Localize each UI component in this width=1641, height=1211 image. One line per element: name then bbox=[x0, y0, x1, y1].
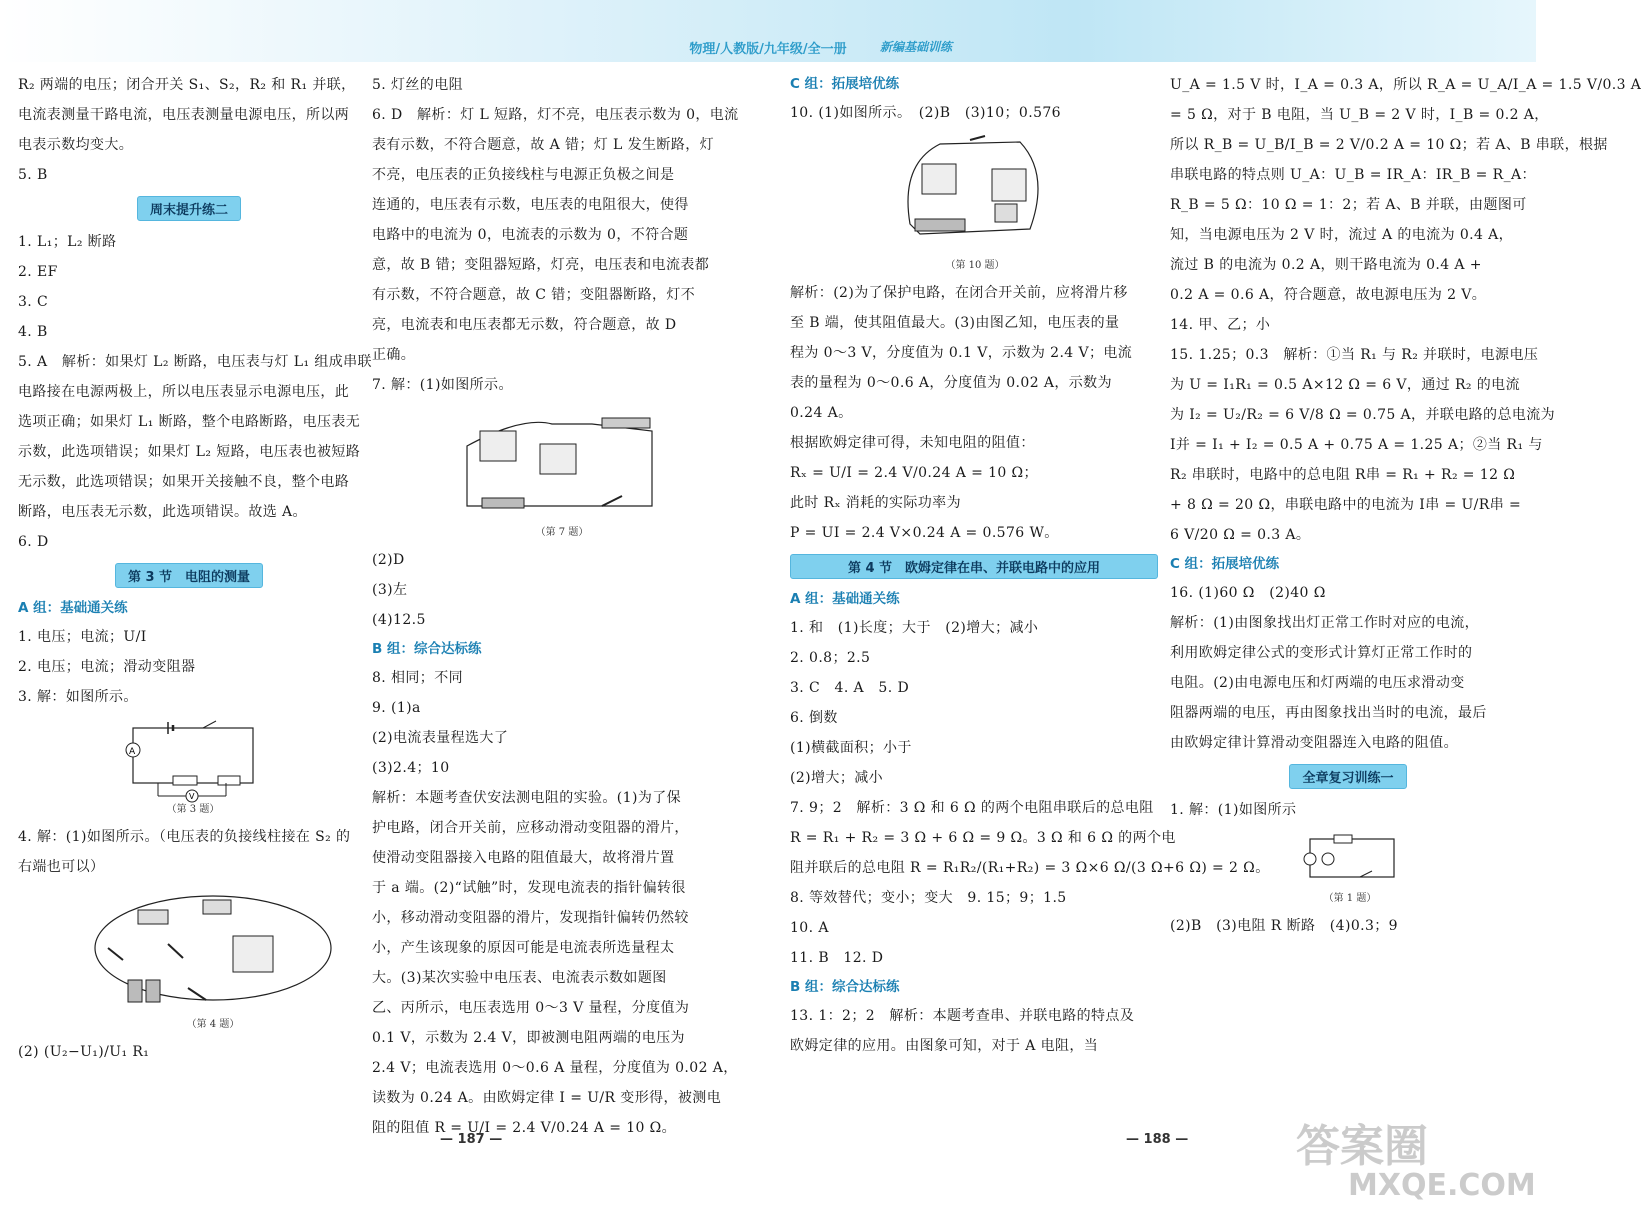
text-line: 选项正确；如果灯 L₁ 断路，整个电路断路，电压表无 bbox=[18, 414, 361, 430]
circuit-diagram bbox=[18, 718, 360, 818]
group-label: B 组：综合达标练 bbox=[790, 979, 900, 995]
text-line: 2.4 V；电流表选用 0～0.6 A 量程，分度值为 0.02 A， bbox=[372, 1060, 738, 1076]
section-header: 全章复习训练一 bbox=[1289, 764, 1406, 789]
text-line: 为 U = I₁R₁ = 0.5 A×12 Ω = 6 V，通过 R₂ 的电流 bbox=[1170, 377, 1520, 393]
figure-caption: （第 3 题） bbox=[166, 804, 220, 815]
text-line: 断路，电压表无示数，此选项错误。故选 A。 bbox=[18, 504, 307, 520]
text-line: 串联电路的特点则 U_A：U_B = IR_A：IR_B = R_A： bbox=[1170, 167, 1536, 183]
text-line: 阻的阻值 R = U/I = 2.4 V/0.24 A = 10 Ω。 bbox=[372, 1120, 677, 1136]
text-line: I并 = I₁ + I₂ = 0.5 A + 0.75 A = 1.25 A；②当 R₁ 与 bbox=[1170, 437, 1543, 453]
text-block bbox=[1170, 911, 1526, 941]
group-label: A 组：基础通关练 bbox=[790, 591, 900, 607]
figure-caption: （第 1 题） bbox=[1323, 893, 1377, 904]
text-line: 1. 和 (1)长度；大于 (2)增大；减小 bbox=[790, 620, 1039, 636]
text-line: 意，故 B 错；变阻器短路，灯亮，电压表和电流表都 bbox=[372, 257, 710, 273]
text-line: 护电路，闭合开关前，应移动滑动变阻器的滑片， bbox=[372, 820, 689, 836]
text-line: 程为 0～3 V，分度值为 0.1 V，示数为 2.4 V；电流 bbox=[790, 345, 1133, 361]
text-line: 知，当电源电压为 2 V 时，流过 A 的电流为 0.4 A， bbox=[1170, 227, 1514, 243]
text-line: 6. D 解析：灯 L 短路，灯不亮，电压表示数为 0，电流 bbox=[372, 107, 739, 123]
text-line: 示数，此选项错误；如果灯 L₂ 短路，电压表也被短路 bbox=[18, 444, 361, 460]
answer-line: 10. (1)如图所示。 (2)B (3)10；0.576 bbox=[790, 105, 1061, 121]
text-line: 1. L₁；L₂ 断路 bbox=[18, 234, 117, 250]
text-block bbox=[790, 1001, 1158, 1061]
text-line: R₂ 两端的电压；闭合开关 S₁、S₂，R₂ 和 R₁ 并联， bbox=[18, 77, 356, 93]
text-line: 根据欧姆定律可得，未知电阻的阻值： bbox=[790, 435, 1035, 451]
text-block bbox=[372, 545, 740, 635]
text-line: 电阻。(2)由电源电压和灯两端的电压求滑动变 bbox=[1170, 675, 1465, 691]
text-line: 0.2 A = 0.6 A，符合题意，故电源电压为 2 V。 bbox=[1170, 287, 1487, 303]
text-line: 3. C bbox=[18, 294, 49, 310]
text-line: P = UI = 2.4 V×0.24 A = 0.576 W。 bbox=[790, 525, 1059, 541]
text-line: 亮，电流表和电压表都无示数，符合题意，故 D bbox=[372, 317, 677, 333]
text-line: 2. EF bbox=[18, 264, 58, 280]
text-line: (2)D bbox=[372, 552, 405, 568]
page-number-right: — 188 — bbox=[1126, 1132, 1189, 1147]
group-label: B 组：综合达标练 bbox=[372, 641, 482, 657]
text-line: 6. 倒数 bbox=[790, 710, 838, 726]
text-line: 使滑动变阻器接入电路的阻值最大，故将滑片置 bbox=[372, 850, 675, 866]
text-line: 5. B bbox=[18, 167, 48, 183]
circuit-diagram bbox=[372, 406, 740, 541]
text-line: 0.1 V，示数为 2.4 V，即被测电阻两端的电压为 bbox=[372, 1030, 685, 1046]
text-block bbox=[1170, 795, 1526, 825]
text-line: 表有示数，不符合题意，故 A 错；灯 L 发生断路，灯 bbox=[372, 137, 715, 153]
text-block bbox=[372, 70, 740, 400]
text-line: 小，移动滑动变阻器的滑片，发现指针偏转仍然较 bbox=[372, 910, 689, 926]
text-line: 13. 1：2；2 解析：本题考查串、并联电路的特点及 bbox=[790, 1008, 1135, 1024]
figure-caption: （第 4 题） bbox=[186, 1019, 240, 1030]
text-line: 电路中的电流为 0，电流表的示数为 0，不符合题 bbox=[372, 227, 689, 243]
text-line: 流过 B 的电流为 0.2 A，则干路电流为 0.4 A + bbox=[1170, 257, 1482, 273]
text-line: U_A = 1.5 V 时，I_A = 0.3 A，所以 R_A = U_A/I_A = 1.5 V/0.3 A bbox=[1170, 77, 1641, 93]
circuit-diagram bbox=[790, 134, 1158, 274]
watermark-url: MXQE.COM bbox=[1348, 1168, 1536, 1203]
text-line: (2)电流表量程选大了 bbox=[372, 730, 509, 746]
text-line: 解析：(1)由图象找出灯正常工作时对应的电流， bbox=[1170, 615, 1480, 631]
text-line: 解析：本题考查伏安法测电阻的实验。(1)为了保 bbox=[372, 790, 682, 806]
text-line: 利用欧姆定律公式的变形式计算灯正常工作时的 bbox=[1170, 645, 1473, 661]
text-line: 阻器两端的电压，再由图象找出当时的电流，最后 bbox=[1170, 705, 1487, 721]
text-line: 电流表测量干路电流，电压表测量电源电压，所以两 bbox=[18, 107, 350, 123]
svg-text:V: V bbox=[189, 792, 195, 801]
text-line: 乙、丙所示，电压表选用 0～3 V 量程，分度值为 bbox=[372, 1000, 690, 1016]
text-line: 6 V/20 Ω = 0.3 A。 bbox=[1170, 527, 1311, 543]
column-1 bbox=[18, 70, 372, 1067]
text-line: 7. 解：(1)如图所示。 bbox=[372, 377, 513, 393]
text-block bbox=[790, 278, 1158, 548]
text-line: 16. (1)60 Ω (2)40 Ω bbox=[1170, 585, 1326, 601]
figure-caption: （第 7 题） bbox=[535, 527, 589, 538]
text-line: 不亮，电压表的正负接线柱与电源正负极之间是 bbox=[372, 167, 675, 183]
text-line: 右端也可以） bbox=[18, 859, 105, 875]
group-label: C 组：拓展培优练 bbox=[790, 76, 900, 92]
text-line: 14. 甲、乙；小 bbox=[1170, 317, 1271, 333]
text-line: 表的量程为 0～0.6 A，分度值为 0.02 A，示数为 bbox=[790, 375, 1112, 391]
text-line: 1. 电压；电流；U/I bbox=[18, 629, 147, 645]
text-line: 9. (1)a bbox=[372, 700, 421, 716]
text-line: 电路接在电源两极上，所以电压表显示电源电压，此 bbox=[18, 384, 350, 400]
text-line: 由欧姆定律计算滑动变阻器连入电路的阻值。 bbox=[1170, 735, 1458, 751]
text-block bbox=[18, 622, 360, 712]
text-line: (3)左 bbox=[372, 582, 408, 598]
text-line: 解析：(2)为了保护电路，在闭合开关前，应将滑片移 bbox=[790, 285, 1128, 301]
text-line: 为 I₂ = U₂/R₂ = 6 V/8 Ω = 0.75 A，并联电路的总电流为 bbox=[1170, 407, 1556, 423]
text-line: 于 a 端。(2)“试触”时，发现电流表的指针偏转很 bbox=[372, 880, 686, 896]
text-line: 2. 0.8；2.5 bbox=[790, 650, 871, 666]
watermark-logo: 答案圈 bbox=[1296, 1121, 1428, 1172]
text-line: 读数为 0.24 A。由欧姆定律 I = U/R 变形得，被测电 bbox=[372, 1090, 722, 1106]
text-line: 11. B 12. D bbox=[790, 950, 884, 966]
text-line: 0.24 A。 bbox=[790, 405, 853, 421]
text-line: 10. A bbox=[790, 920, 829, 936]
text-line: 8. 相同；不同 bbox=[372, 670, 464, 686]
column-4 bbox=[1170, 70, 1641, 941]
text-line: (3)2.4；10 bbox=[372, 760, 450, 776]
group-label: C 组：拓展培优练 bbox=[1170, 556, 1280, 572]
text-line: 1. 解：(1)如图所示 bbox=[1170, 802, 1297, 818]
text-line: 5. 灯丝的电阻 bbox=[372, 77, 464, 93]
text-block bbox=[1170, 70, 1641, 550]
circuit-diagram bbox=[1170, 831, 1526, 907]
text-line: 所以 R_B = U_B/I_B = 2 V/0.2 A = 10 Ω；若 A、B 串联，根据 bbox=[1170, 137, 1608, 153]
formula: (2) (U₂−U₁)/U₁ R₁ bbox=[18, 1044, 150, 1060]
text-block bbox=[1170, 578, 1526, 758]
text-line: 此时 Rₓ 消耗的实际功率为 bbox=[790, 495, 961, 511]
text-line: (1)横截面积；小于 bbox=[790, 740, 912, 756]
group-label: A 组：基础通关练 bbox=[18, 600, 128, 616]
text-line: 连通的，电压表有示数，电压表的电阻很大，使得 bbox=[372, 197, 689, 213]
text-line: Rₓ = U/I = 2.4 V/0.24 A = 10 Ω； bbox=[790, 465, 1038, 481]
header-brand: 新编基础训练 bbox=[880, 40, 953, 54]
text-line: 欧姆定律的应用。由图象可知，对于 A 电阻，当 bbox=[790, 1038, 1099, 1054]
text-line: 4. 解：(1)如图所示。（电压表的负接线柱接在 S₂ 的 bbox=[18, 829, 351, 845]
section-header: 第 4 节 欧姆定律在串、并联电路中的应用 bbox=[790, 554, 1158, 579]
text-block bbox=[18, 227, 372, 557]
figure-caption: （第 10 题） bbox=[945, 260, 1005, 271]
text-line: 大。(3)某次实验中电压表、电流表示数如题图 bbox=[372, 970, 667, 986]
text-line: (2)增大；减小 bbox=[790, 770, 884, 786]
text-line: 7. 9；2 解析：3 Ω 和 6 Ω 的两个电阻串联后的总电阻 bbox=[790, 800, 1154, 816]
text-line: 5. A 解析：如果灯 L₂ 断路，电压表与灯 L₁ 组成串联 bbox=[18, 354, 372, 370]
text-line: 8. 等效替代；变小；变大 9. 15；9；1.5 bbox=[790, 890, 1067, 906]
svg-text:A: A bbox=[129, 747, 136, 757]
text-line: 6. D bbox=[18, 534, 49, 550]
text-block bbox=[18, 822, 360, 882]
text-line: (2)B (3)电阻 R 断路 (4)0.3；9 bbox=[1170, 918, 1398, 934]
text-block bbox=[18, 70, 360, 190]
text-line: 电表示数均变大。 bbox=[18, 137, 134, 153]
text-line: R₂ 串联时，电路中的总电阻 R串 = R₁ + R₂ = 12 Ω bbox=[1170, 467, 1516, 483]
text-line: 小，产生该现象的原因可能是电流表所选量程太 bbox=[372, 940, 675, 956]
text-line: 2. 电压；电流；滑动变阻器 bbox=[18, 659, 196, 675]
header-title: 物理/人教版/九年级/全一册 bbox=[689, 42, 847, 57]
text-line: 15. 1.25；0.3 解析：①当 R₁ 与 R₂ 并联时，电源电压 bbox=[1170, 347, 1539, 363]
page-number-left: — 187 — bbox=[440, 1132, 503, 1147]
text-line: 有示数，不符合题意，故 C 错；变阻器断路，灯不 bbox=[372, 287, 696, 303]
text-line: 阻并联后的总电阻 R = R₁R₂/(R₁+R₂) = 3 Ω×6 Ω/(3 Ω+6 Ω) = 2 Ω。 bbox=[790, 860, 1270, 876]
text-line: = 5 Ω，对于 B 电阻，当 U_B = 2 V 时，I_B = 0.2 A， bbox=[1170, 107, 1549, 123]
text-line: 3. C 4. A 5. D bbox=[790, 680, 910, 696]
column-2 bbox=[372, 70, 740, 1143]
text-line: 正确。 bbox=[372, 347, 416, 363]
text-line: R = R₁ + R₂ = 3 Ω + 6 Ω = 9 Ω。3 Ω 和 6 Ω 的两个电 bbox=[790, 830, 1176, 846]
text-block bbox=[372, 663, 740, 1143]
section-header: 第 3 节 电阻的测量 bbox=[115, 563, 263, 588]
text-line: R_B = 5 Ω：10 Ω = 1：2；若 A、B 并联，由题图可 bbox=[1170, 197, 1527, 213]
text-line: 无示数，此选项错误；如果开关接触不良，整个电路 bbox=[18, 474, 350, 490]
text-line: 4. B bbox=[18, 324, 48, 340]
text-line: 3. 解：如图所示。 bbox=[18, 689, 138, 705]
circuit-diagram bbox=[18, 888, 360, 1033]
text-line: + 8 Ω = 20 Ω，串联电路中的电流为 I串 = U/R串 = bbox=[1170, 497, 1522, 513]
text-line: 至 B 端，使其阻值最大。(3)由图乙知，电压表的量 bbox=[790, 315, 1120, 331]
text-line: (4)12.5 bbox=[372, 612, 426, 628]
section-header: 周末提升练二 bbox=[137, 196, 241, 221]
